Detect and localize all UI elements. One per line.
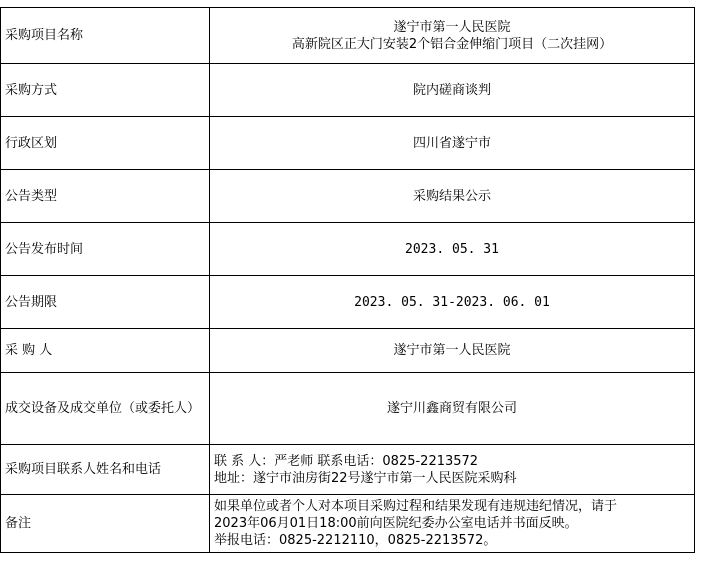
project-name-line2: 高新院区正大门安装2个铝合金伸缩门项目（二次挂网） — [291, 36, 613, 52]
remark-line1: 如果单位或者个人对本项目采购过程和结果发现有违规违纪情况，请于 — [214, 499, 618, 514]
contact-line1: 联 系 人：严老师 联系电话：0825-2213572 — [214, 453, 479, 469]
purchaser-label: 采 购 人 — [1, 329, 210, 373]
project-name-value — [210, 8, 695, 64]
period-value: 2023. 05. 31-2023. 06. 01 — [210, 276, 695, 329]
row-publish-time — [1, 223, 695, 276]
project-name-label: 采购项目名称 — [1, 8, 210, 64]
region-label: 行政区划 — [1, 117, 210, 170]
winner-value: 遂宁川鑫商贸有限公司 — [210, 373, 695, 445]
row-contact — [1, 445, 695, 495]
remark-label: 备注 — [1, 495, 210, 553]
method-value: 院内磋商谈判 — [210, 64, 695, 117]
publish-time-value: 2023. 05. 31 — [210, 223, 695, 276]
row-purchaser — [1, 329, 695, 373]
project-name-line1: 遂宁市第一人民医院 — [393, 19, 511, 35]
notice-type-label: 公告类型 — [1, 170, 210, 223]
procurement-result-table — [0, 7, 695, 553]
method-label: 采购方式 — [1, 64, 210, 117]
row-project-name — [1, 8, 695, 64]
contact-line2: 地址：遂宁市油房街22号遂宁市第一人民医院采购科 — [214, 470, 517, 486]
remark-line2: 2023年06月01日18:00前向医院纪委办公室电话并书面反映。 — [214, 516, 578, 531]
winner-label: 成交设备及成交单位（或委托人） — [1, 373, 210, 445]
row-winner — [1, 373, 695, 445]
row-method — [1, 64, 695, 117]
remark-value — [210, 495, 695, 553]
notice-type-value: 采购结果公示 — [210, 170, 695, 223]
row-notice-type — [1, 170, 695, 223]
row-region — [1, 117, 695, 170]
remark-line3: 举报电话：0825-2212110，0825-2213572。 — [214, 533, 497, 548]
region-value: 四川省遂宁市 — [210, 117, 695, 170]
publish-time-label: 公告发布时间 — [1, 223, 210, 276]
period-label: 公告期限 — [1, 276, 210, 329]
purchaser-value: 遂宁市第一人民医院 — [210, 329, 695, 373]
row-period — [1, 276, 695, 329]
row-remark — [1, 495, 695, 553]
contact-value — [210, 445, 695, 495]
contact-label: 采购项目联系人姓名和电话 — [1, 445, 210, 495]
